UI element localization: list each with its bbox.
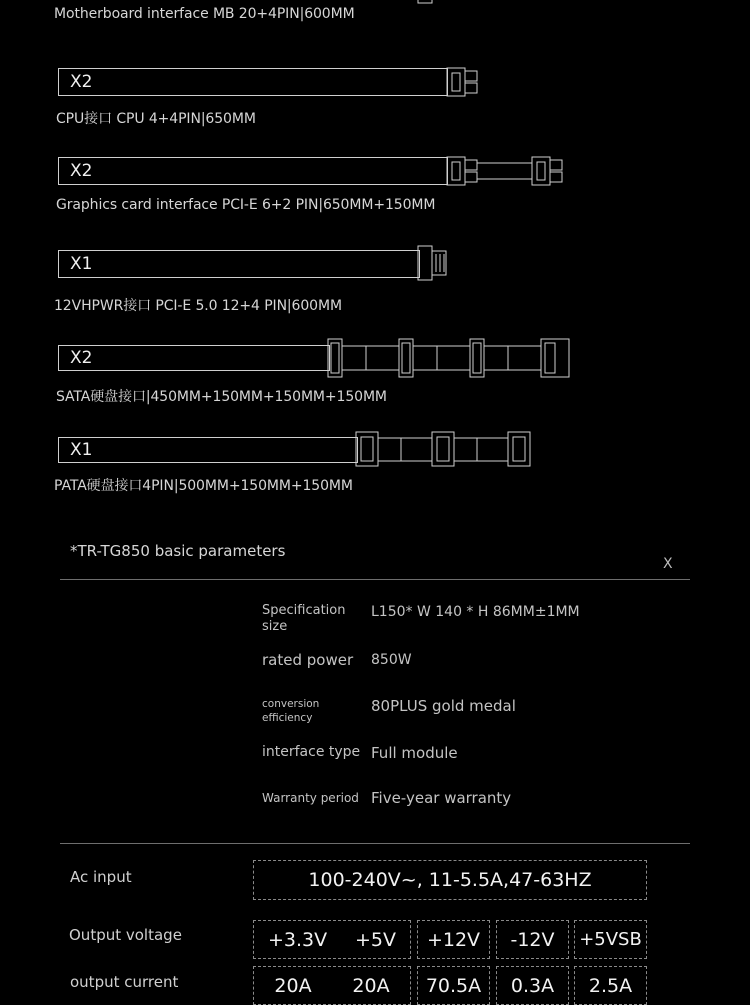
cable-label-sata: SATA硬盘接口|450MM+150MM+150MM+150MM (56, 389, 387, 405)
cable-label-12vhpwr: 12VHPWR接口 PCI-E 5.0 12+4 PIN|600MM (54, 298, 342, 314)
current-12v: 70.5A (425, 974, 482, 997)
current-cell-12v (417, 966, 490, 1005)
ac-input-value (253, 860, 647, 900)
cable-count-gpu: X2 (70, 161, 93, 181)
current-cell-5vsb (574, 966, 647, 1005)
param-name-efficiency-line1: conversion (262, 698, 320, 710)
param-name-warranty: Warranty period (262, 791, 359, 805)
param-name-efficiency-line2: efficiency (262, 712, 313, 724)
ac-input-text: 100-240V~, 11-5.5A,47-63HZ (308, 869, 592, 891)
voltage-3v3: +3.3V (267, 928, 328, 951)
cable-count-cpu: X2 (70, 72, 93, 92)
output-current-label: output current (70, 973, 179, 991)
cable-count-pata: X1 (70, 440, 93, 460)
voltage-neg12v: -12V (510, 928, 555, 951)
voltage-5vsb: +5VSB (579, 929, 642, 950)
param-value-efficiency: 80PLUS gold medal (371, 697, 516, 715)
current-neg12v: 0.3A (510, 974, 555, 997)
voltage-12v: +12V (426, 928, 481, 951)
cable-label-motherboard: Motherboard interface MB 20+4PIN|600MM (54, 6, 355, 22)
close-icon[interactable]: X (663, 556, 673, 572)
params-divider-top (60, 579, 690, 580)
output-voltage-label: Output voltage (69, 926, 182, 944)
current-5vsb: 2.5A (588, 974, 633, 997)
param-value-power: 850W (371, 652, 412, 668)
voltage-5v: +5V (355, 928, 397, 951)
param-name-power: rated power (262, 651, 354, 669)
current-cell-group-1 (253, 966, 411, 1005)
params-title: *TR-TG850 basic parameters (70, 542, 286, 560)
param-name-size (262, 603, 345, 635)
current-3v3: 20A (274, 974, 312, 997)
voltage-cell-group-1 (253, 920, 411, 959)
param-name-interface: interface type (262, 744, 361, 760)
param-value-interface: Full module (371, 744, 458, 762)
param-name-size-line2: size (262, 619, 288, 634)
cable-label-cpu: CPU接口 CPU 4+4PIN|650MM (56, 111, 256, 127)
current-cell-neg12v (496, 966, 569, 1005)
params-divider-bottom (60, 843, 690, 844)
param-value-size: L150* W 140 * H 86MM±1MM (371, 604, 580, 620)
pata-connector-icon (0, 0, 750, 500)
param-value-warranty: Five-year warranty (371, 789, 512, 807)
cable-count-sata: X2 (70, 348, 93, 368)
param-name-size-line1: Specification (262, 603, 346, 618)
ac-input-label: Ac input (70, 868, 132, 886)
voltage-cell-12v (417, 920, 490, 959)
param-name-efficiency (262, 697, 319, 725)
voltage-cell-5vsb (574, 920, 647, 959)
current-5v: 20A (352, 974, 390, 997)
cable-label-gpu: Graphics card interface PCI-E 6+2 PIN|650MM+150MM (56, 197, 436, 213)
cable-label-pata: PATA硬盘接口4PIN|500MM+150MM+150MM (54, 478, 353, 494)
voltage-cell-neg12v (496, 920, 569, 959)
cable-count-12vhpwr: X1 (70, 254, 93, 274)
